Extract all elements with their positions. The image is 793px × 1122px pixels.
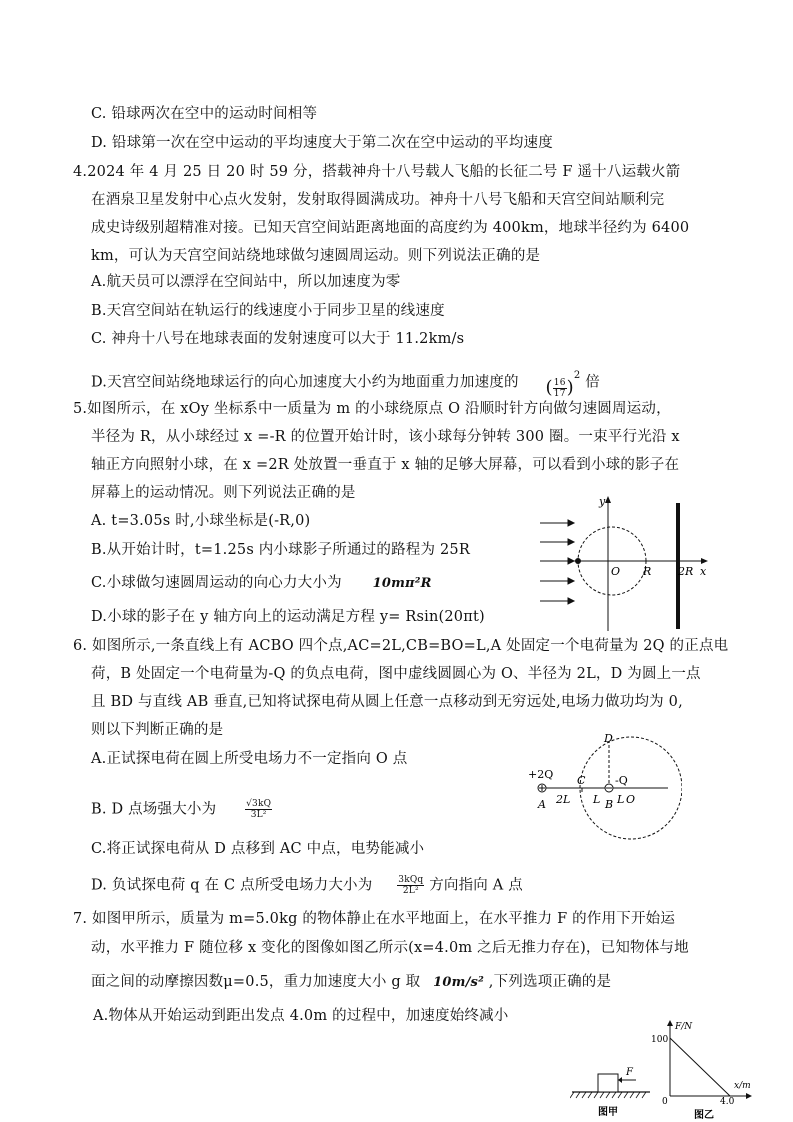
x-axis-label: x [700, 565, 707, 578]
q4-option-c: C. 神舟十八号在地球表面的发射速度可以大于 11.2km/s [91, 331, 465, 347]
point-d-label: D [604, 732, 613, 745]
x-tick-4: 4.0 [720, 1097, 735, 1107]
q6-option-d-fraction [397, 875, 424, 896]
q6-d-numerator: 3kQq [398, 875, 424, 885]
light-rays [540, 520, 574, 604]
q7-gravity-formula: 10m/s² [433, 975, 484, 990]
origin-label: O [611, 565, 621, 578]
q6-stem-line2: 荷，B 处固定一个电荷量为-Q 的负点电荷，图中虚线圆圆心为 O、半径为 2L，D 为圆上一点 [91, 666, 701, 682]
y-axis-label: y [599, 495, 606, 508]
q7-stem-line3-text: 面之间的动摩擦因数μ=0.5，重力加速度大小 g 取 [91, 974, 421, 990]
q6-option-b-text: B. D 点场强大小为 [91, 801, 217, 818]
q5-stem-line3: 轴正方向照射小球，在 x =2R 处放置一垂直于 x 轴的足够大屏幕，可以看到小球的影子在 [91, 457, 680, 473]
q4-option-d-text: D.天宫空间站绕地球运行的向心加速度大小约为地面重力加速度的 [91, 374, 519, 391]
block [598, 1074, 618, 1092]
q6-option-a: A.正试探电荷在圆上所受电场力不一定指向 O 点 [91, 751, 408, 767]
q5-option-c-formula: 10mπ²R [372, 576, 432, 591]
q5-option-a: A. t=3.05s 时,小球坐标是(-R,0) [91, 513, 311, 529]
force-label: F [626, 1067, 633, 1078]
q7-stem-line3 [91, 972, 611, 993]
q5-stem-line1: 5.如图所示，在 xOy 坐标系中一质量为 m 的小球绕原点 O 沿顺时针方向做匀速圆周运动， [73, 401, 671, 417]
y-tick-100: 100 [651, 1035, 669, 1045]
q6-d-denominator: 2L² [402, 886, 419, 896]
q4-fraction-numerator: 16 [553, 377, 566, 388]
q6-option-d-suffix: 方向指向 A 点 [429, 877, 523, 894]
q4-stem-line3: 成史诗级别超精准对接。已知天宫空间站距离地面的高度约为 400km，地球半径约为 6400 [91, 220, 690, 236]
q5-option-b: B.从开始计时，t=1.25s 内小球影子所通过的路程为 25R [91, 542, 470, 558]
q4-option-d [91, 366, 600, 399]
2r-label: 2R [678, 565, 694, 578]
q4-stem-line2: 在酒泉卫星发射中心点火发射，发射取得圆满成功。神舟十八号飞船和天宫空间站顺利完 [91, 192, 665, 208]
point-a-label: A [538, 798, 546, 811]
q6-b-numerator: √3kQ [246, 799, 272, 809]
q6-stem-line4: 则以下判断正确的是 [91, 722, 224, 738]
ground-hatch [570, 1092, 646, 1098]
q7-stem-line1: 7. 如图甲所示，质量为 m=5.0kg 的物体静止在水平地面上，在水平推力 F 的作用下开始运 [73, 911, 676, 927]
q3-option-d: D. 铅球第一次在空中运动的平均速度大于第二次在空中运动的平均速度 [91, 135, 553, 151]
plus-2q-label: +2Q [528, 768, 554, 781]
point-c-label: C [577, 774, 586, 787]
q4-stem-line4: km，可认为天宫空间站绕地球做匀速圆周运动。则下列说法正确的是 [91, 248, 541, 264]
q6-option-d [91, 875, 523, 896]
q4-option-d-suffix: 倍 [585, 374, 600, 391]
force-line [670, 1038, 730, 1096]
q7-stem-line3-suffix: ,下列选项正确的是 [488, 974, 612, 990]
q6-stem-line1: 6. 如图所示,一条直线上有 ACBO 四个点,AC=2L,CB=BO=L,A 处固定一个电荷量为 2Q 的正点电 [73, 638, 729, 654]
q6-option-d-text: D. 负试探电荷 q 在 C 点所受电场力大小为 [91, 877, 373, 894]
q5-option-d: D.小球的影子在 y 轴方向上的运动满足方程 y= Rsin(20πt) [91, 609, 485, 625]
q7-figure-b [648, 1018, 753, 1122]
q3-option-c: C. 铅球两次在空中的运动时间相等 [91, 106, 318, 122]
q4-option-b: B.天宫空间站在轨运行的线速度小于同步卫星的线速度 [91, 303, 445, 319]
cb-length-label: L [593, 793, 601, 806]
figure-b-caption: 图乙 [694, 1110, 714, 1121]
q6-stem-line3: 且 BD 与直线 AB 垂直,已知将试探电荷从圆上任意一点移动到无穷远处,电场力做功均为 0, [91, 694, 683, 710]
f-axis-label: F/N [675, 1022, 693, 1032]
x-axis-label: x/m [734, 1081, 751, 1091]
q5-stem-line2: 半径为 R，从小球经过 x =-R 的位置开始计时，该小球每分钟转 300 圈。一束平行光沿 x [91, 429, 680, 445]
origin-label: 0 [662, 1097, 668, 1107]
ac-length-label: 2L [556, 793, 571, 806]
bo-length-label: L [617, 793, 625, 806]
q5-circle-figure [538, 493, 720, 643]
q5-option-c [91, 573, 432, 594]
q7-stem-line2: 动，水平推力 F 随位移 x 变化的图像如图乙所示(x=4.0m 之后无推力存在)，已知物体与地 [91, 940, 689, 956]
q7-option-a: A.物体从开始运动到距出发点 4.0m 的过程中，加速度始终减小 [93, 1008, 509, 1024]
q4-stem-line1: 4.2024 年 4 月 25 日 20 时 59 分，搭载神舟十八号载人飞船的长征二号 F 遥十八运载火箭 [73, 164, 681, 180]
q5-option-c-text: C.小球做匀速圆周运动的向心力大小为 [91, 575, 342, 591]
q6-charge-figure [522, 732, 682, 842]
minus-q-label: -Q [615, 774, 628, 787]
figure-a-caption: 图甲 [598, 1107, 618, 1118]
q4-fraction-denominator: 17 [553, 388, 566, 399]
r-label: R [643, 565, 652, 578]
q7-figure-a [570, 1062, 652, 1120]
q6-b-denominator: 3L² [250, 810, 267, 820]
q4-fraction-exponent: 2 [573, 370, 581, 381]
point-o-label: O [626, 793, 636, 806]
q4-option-d-fraction-group: ( $\frac{16}{17}$ )$^2$ [545, 370, 581, 399]
q5-stem-line4: 屏幕上的运动情况。则下列说法正确的是 [91, 485, 356, 501]
q4-option-a: A.航天员可以漂浮在空间站中，所以加速度为零 [91, 274, 401, 290]
q6-option-b [91, 799, 272, 820]
q6-option-c: C.将正试探电荷从 D 点移到 AC 中点，电势能减小 [91, 841, 425, 857]
q6-option-b-fraction [245, 799, 272, 820]
point-b-label: B [605, 798, 614, 811]
